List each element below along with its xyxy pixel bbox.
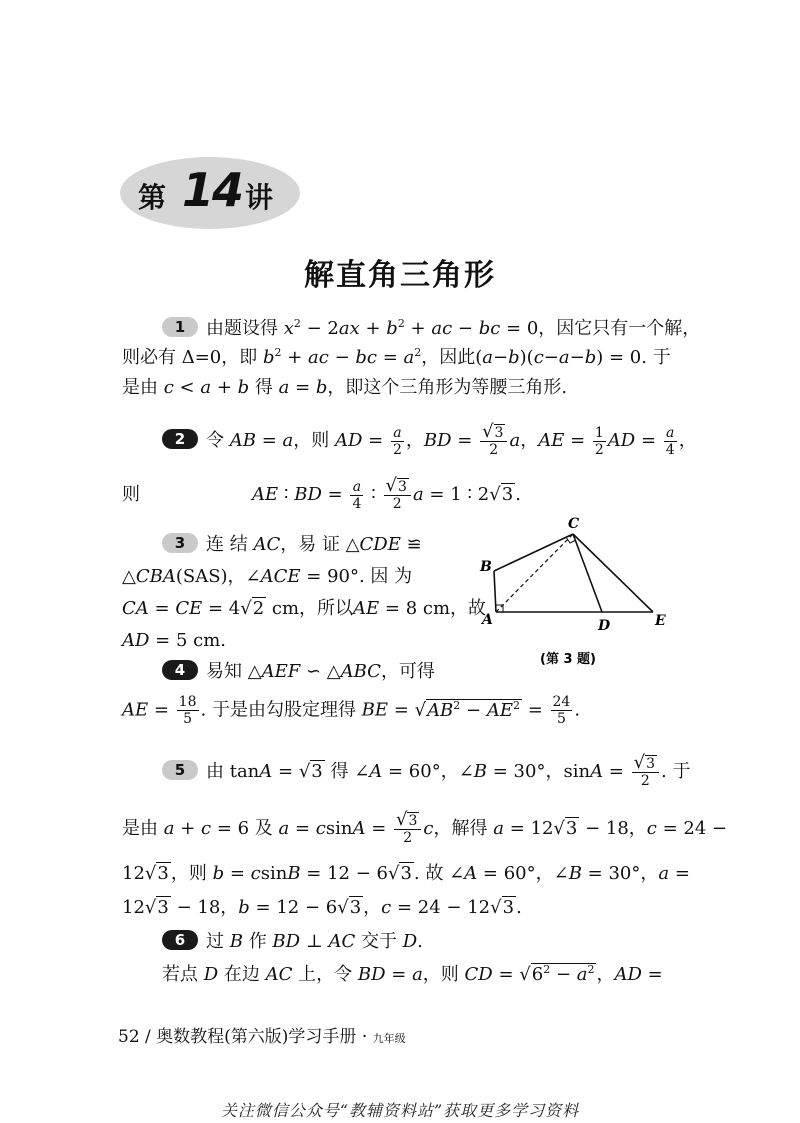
figure-caption: (第 3 题)	[540, 652, 596, 667]
problem-1-line-2: 则必有 Δ=0，即 $b^2$ + ac − bc = $a^2$，因此(a−b)(c−a−b) = 0. 于	[122, 346, 671, 368]
footer-grade: 九年级	[372, 1032, 406, 1045]
problem-4-line-2: AE = $\frac{18}{5}$ . 于是由勾股定理得 BE = $√AB^2 - AE^2$ = $\frac{24}{5}$ .	[122, 694, 581, 727]
problem-2-number: 2	[162, 429, 198, 449]
problem-6-number: 6	[162, 930, 198, 950]
problem-5-line-4: 12√3 − 18，b = 12 − 6√3 ，c = 24 − 12√3 .	[122, 897, 522, 918]
lecture-suffix: 讲	[245, 181, 274, 214]
problem-4-line-1: 4 易知 △AEF ∽ △ABC，可得	[162, 659, 435, 685]
segment-CE	[573, 534, 653, 612]
label-A: A	[482, 612, 493, 628]
label-E: E	[655, 613, 666, 629]
problem-6-line-2: 若点 D 在边 AC 上，令 BD = a，则 CD = $√6^2 - a^2$ ，AD =	[162, 963, 663, 985]
problem-2-line-1: 2 令 AB = a，则 AD = $\frac{a}{2}$ ，BD = $\frac{√3}{2}$ a，AE = $\frac{1}{2}$ AD = $\frac{a}{4}$ ，	[162, 424, 697, 458]
problem-5-number: 5	[162, 760, 198, 780]
segment-BC	[494, 534, 573, 571]
problem-5-line-2: 是由 a + c = 6 及 a = csinA = $\frac{√3}{2}$ c，解得 a = 12√3 − 18，c = 24 −	[122, 809, 728, 846]
problem-2-line-2: 则 AE ∶ BD = $\frac{a}{4}$ ∶ $\frac{√3}{2}$ a = 1 ∶ 2√3 .	[122, 475, 521, 512]
problem-4-number: 4	[162, 660, 198, 680]
segment-AC-dashed	[496, 534, 573, 612]
problem-1-line-3: 是由 c < a + b 得 a = b，即这个三角形为等腰三角形.	[122, 377, 568, 398]
segment-CD	[573, 534, 602, 612]
problem-3-number: 3	[162, 533, 198, 553]
footer-page-text: 52 / 奥数教程(第六版)学习手册 ·	[118, 1027, 368, 1047]
label-D: D	[598, 618, 611, 634]
label-B: B	[480, 559, 492, 575]
problem-5-line-1: 5 由 tanA = √3 得 ∠A = 60°，∠B = 30°，sinA = $\frac{√3}{2}$ . 于	[162, 755, 690, 789]
problem-3-line-2: △CBA(SAS)，∠ACE = 90°. 因 为	[122, 566, 413, 587]
footer	[118, 1022, 406, 1047]
figure-problem-3	[478, 515, 678, 675]
problem-1-line-1: 1 由题设得 $x^2 - 2ax + b^2$ + ac − bc = 0，因它只有一个解，	[162, 316, 700, 342]
problem-3-line-1: 3 连 结 AC，易 证 △CDE ≌	[162, 532, 422, 558]
problem-5-line-3: 12√3 ，则 b = csinB = 12 − 6√3 . 故 ∠A = 60°，∠B = 30°，a =	[122, 863, 690, 884]
lecture-prefix: 第	[138, 181, 167, 214]
problem-1-number: 1	[162, 317, 198, 337]
label-C: C	[568, 516, 580, 532]
problem-3-line-4: AD = 5 cm.	[122, 630, 227, 651]
bottom-note: 关注微信公众号“教辅资料站”获取更多学习资料	[220, 1101, 580, 1120]
triangle-figure	[478, 515, 678, 675]
lecture-number: 14	[182, 163, 243, 217]
segment-AB	[494, 571, 496, 612]
chapter-title: 解直角三角形	[304, 258, 496, 293]
problem-6-line-1: 6 过 B 作 BD ⊥ AC 交于 D.	[162, 929, 423, 955]
problem-3-line-3: CA = CE = 4√2 cm，所以AE = 8 cm，故	[122, 598, 487, 619]
